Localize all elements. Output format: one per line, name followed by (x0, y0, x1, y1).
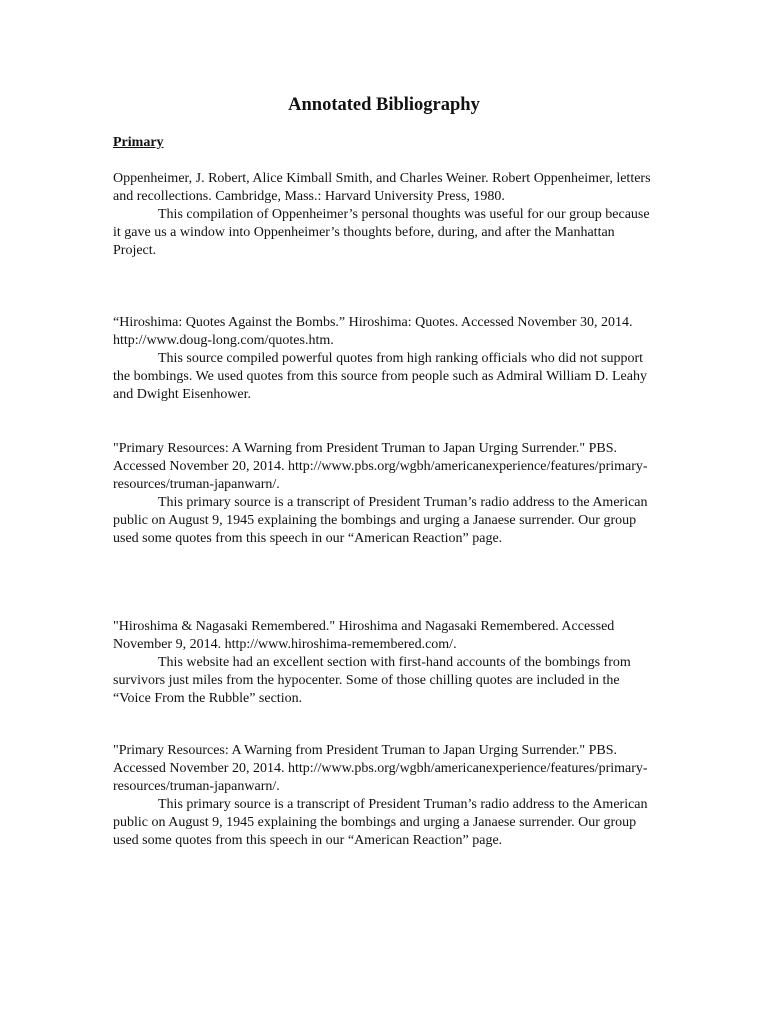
entry-citation: “Hiroshima: Quotes Against the Bombs.” Hiroshima: Quotes. Accessed November 30, 2014. http://www.doug-long.com/quotes.htm. (113, 315, 633, 348)
bibliography-entry (113, 314, 658, 404)
bibliography-entry (113, 742, 658, 850)
entry-annotation: This primary source is a transcript of President Truman’s radio address to the American public on August 9, 1945 explaining the bombings and urging a Janaese surrender. Our group used some quotes from this speech in our “American Reaction” page. (113, 797, 648, 848)
entry-citation: "Primary Resources: A Warning from President Truman to Japan Urging Surrender." PBS. Accessed November 20, 2014. http://www.pbs.org/wgbh/americanexperience/features/primary-resources/truman-japanwarn/. (113, 743, 648, 794)
entry-citation: "Primary Resources: A Warning from President Truman to Japan Urging Surrender." PBS. Accessed November 20, 2014. http://www.pbs.org/wgbh/americanexperience/features/primary-resources/truman-japanwarn/. (113, 441, 648, 492)
entry-citation: Oppenheimer, J. Robert, Alice Kimball Smith, and Charles Weiner. Robert Oppenheimer, letters and recollections. Cambridge, Mass.: Harvard University Press, 1980. (113, 171, 651, 204)
entry-annotation: This website had an excellent section with first-hand accounts of the bombings from survivors just miles from the hypocenter. Some of those chilling quotes are included in the “Voice From the Rubble” section. (113, 655, 631, 706)
entry-citation: "Hiroshima & Nagasaki Remembered." Hiroshima and Nagasaki Remembered. Accessed November 9, 2014. http://www.hiroshima-remembered.com/. (113, 619, 615, 652)
page-title: Annotated Bibliography (288, 95, 480, 115)
bibliography-entry (113, 170, 658, 260)
bibliography-entry (113, 618, 658, 708)
entry-annotation: This compilation of Oppenheimer’s personal thoughts was useful for our group because it gave us a window into Oppenheimer’s thoughts before, during, and after the Manhattan Project. (113, 207, 650, 258)
bibliography-entry (113, 440, 658, 548)
entry-annotation: This primary source is a transcript of President Truman’s radio address to the American public on August 9, 1945 explaining the bombings and urging a Janaese surrender. Our group used some quotes from this speech in our “American Reaction” page. (113, 495, 648, 546)
section-heading-primary: Primary (113, 135, 164, 150)
entry-annotation: This source compiled powerful quotes from high ranking officials who did not support the bombings. We used quotes from this source from people such as Admiral William D. Leahy and Dwight Eisenhower. (113, 351, 647, 402)
